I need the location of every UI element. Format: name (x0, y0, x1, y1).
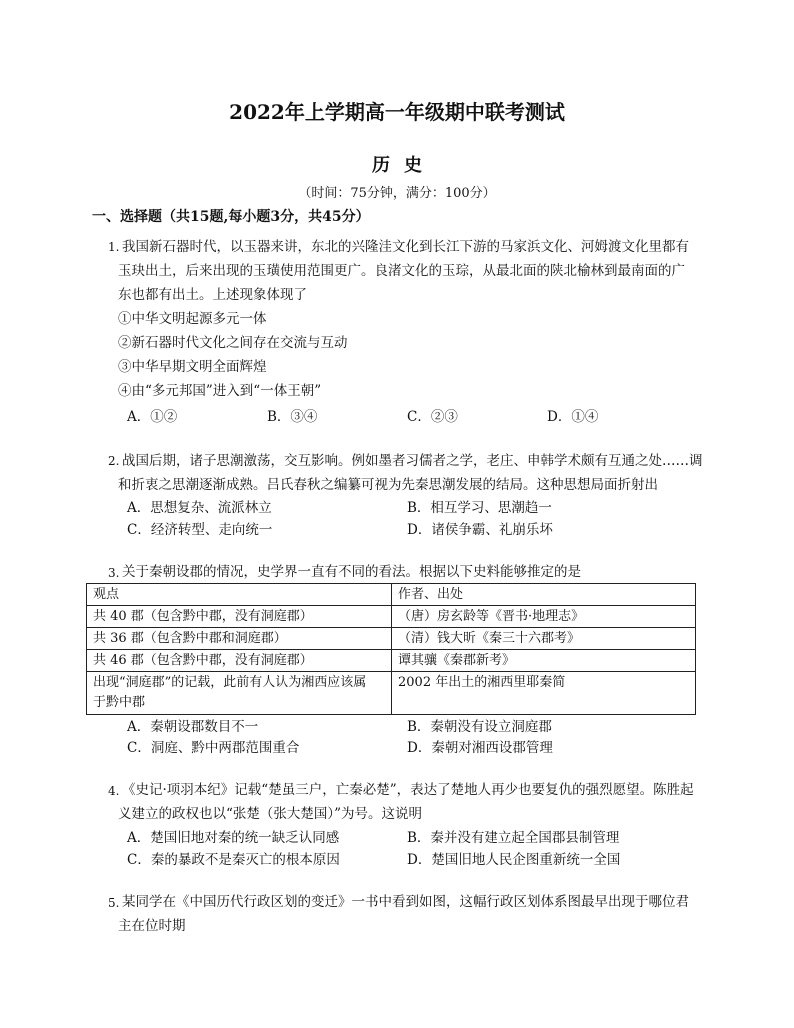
option-a: A．楚国旧地对秦的统一缺乏认同感 (127, 830, 340, 846)
question-number: 3. (108, 566, 120, 580)
table-cell: 共 40 郡（包含黔中郡，没有洞庭郡） (87, 606, 392, 628)
option-d: D．秦朝对湘西设郡管理 (407, 740, 553, 756)
table-cell-line: 于黔中郡 (93, 695, 146, 710)
table-cell: 2002 年出土的湘西里耶秦简 (392, 672, 696, 715)
table-cell: （清）钱大昕《秦三十六郡考》 (392, 628, 696, 650)
question-number: 4. (108, 784, 120, 798)
table-cell: 谭其骧《秦郡新考》 (392, 650, 696, 672)
section-heading: 一、选择题（共15题,每小题3分，共45分） (92, 209, 370, 225)
question-line: 我国新石器时代，以玉器来讲，东北的兴隆洼文化到长江下游的马家浜文化、河姆渡文化里都有 (122, 239, 689, 255)
table-header-row (87, 584, 696, 606)
table-cell-line: 出现“洞庭郡”的记载，此前有人认为湘西应该属 (93, 675, 367, 690)
question-number: 1. (108, 240, 120, 254)
table-row (87, 650, 696, 672)
option-c: C．②③ (407, 409, 458, 425)
table-cell: 共 36 郡（包含黔中郡和洞庭郡） (87, 628, 392, 650)
table-row (87, 606, 696, 628)
option-b: B．③④ (267, 409, 318, 425)
question-number: 5. (108, 896, 120, 910)
question-line: 主在位时期 (118, 918, 186, 934)
exam-meta: （时间：75分钟，满分：100分） (298, 186, 496, 201)
option-a: A．秦朝设郡数目不一 (127, 719, 259, 735)
option-c: C．经济转型、走向统一 (127, 522, 273, 538)
table-cell: （唐）房玄龄等《晋书·地理志》 (392, 606, 696, 628)
option-c: C．洞庭、黔中两郡范围重合 (127, 740, 300, 756)
statement-item: ③中华早期文明全面辉煌 (118, 359, 267, 375)
source-table (86, 583, 696, 715)
option-c: C．秦的暴政不是秦灭亡的根本原因 (127, 852, 340, 868)
option-b: B．相互学习、思潮趋一 (407, 500, 552, 516)
question-number: 2. (108, 454, 120, 468)
table-cell: 共 46 郡（包含黔中郡，没有洞庭郡） (87, 650, 392, 672)
table-header: 观点 (87, 584, 392, 606)
question-line: 某同学在《中国历代行政区划的变迁》一书中看到如图，这幅行政区划体系图最早出现于哪位君 (122, 894, 689, 910)
question-line: 战国后期，诸子思潮激荡，交互影响。例如墨者习儒者之学，老庄、申韩学术颇有互通之处……调 (122, 453, 703, 469)
question-line: 义建立的政权也以“张楚（张大楚国）”为号。这说明 (118, 806, 423, 822)
statement-item: ④由“多元邦国”进入到“一体王朝” (118, 383, 322, 399)
question-line: 东也都有出土。上述现象体现了 (118, 287, 307, 303)
table-row (87, 672, 696, 715)
statement-item: ②新石器时代文化之间存在交流与互动 (118, 335, 348, 351)
question-line: 和折衷之思潮逐渐成熟。吕氏春秋之编纂可视为先秦思潮发展的结局。这种思想局面折射出 (118, 477, 658, 493)
question-line: 关于秦朝设郡的情况，史学界一直有不同的看法。根据以下史料能够推定的是 (122, 564, 581, 580)
option-a: A．思想复杂、流派林立 (127, 500, 272, 516)
option-d: D．①④ (547, 409, 599, 425)
option-d: D．楚国旧地人民企图重新统一全国 (407, 852, 621, 868)
option-a: A．①② (127, 409, 178, 425)
question-line: 玉玦出土，后来出现的玉璜使用范围更广。良渚文化的玉琮，从最北面的陕北榆林到最南面的广 (118, 263, 685, 279)
option-b: B．秦并没有建立起全国郡县制管理 (407, 830, 620, 846)
table-cell (87, 672, 392, 715)
table-header: 作者、出处 (392, 584, 696, 606)
subject-title: 历史 (372, 155, 436, 176)
option-b: B．秦朝没有设立洞庭郡 (407, 719, 552, 735)
statement-item: ①中华文明起源多元一体 (118, 311, 267, 327)
table-row (87, 628, 696, 650)
option-d: D．诸侯争霸、礼崩乐坏 (407, 522, 553, 538)
question-line: 《史记·项羽本纪》记载“楚虽三户，亡秦必楚”，表达了楚地人再少也要复仇的强烈愿望。陈胜起 (122, 782, 694, 798)
exam-title: 2022年上学期高一年级期中联考测试 (229, 100, 565, 124)
